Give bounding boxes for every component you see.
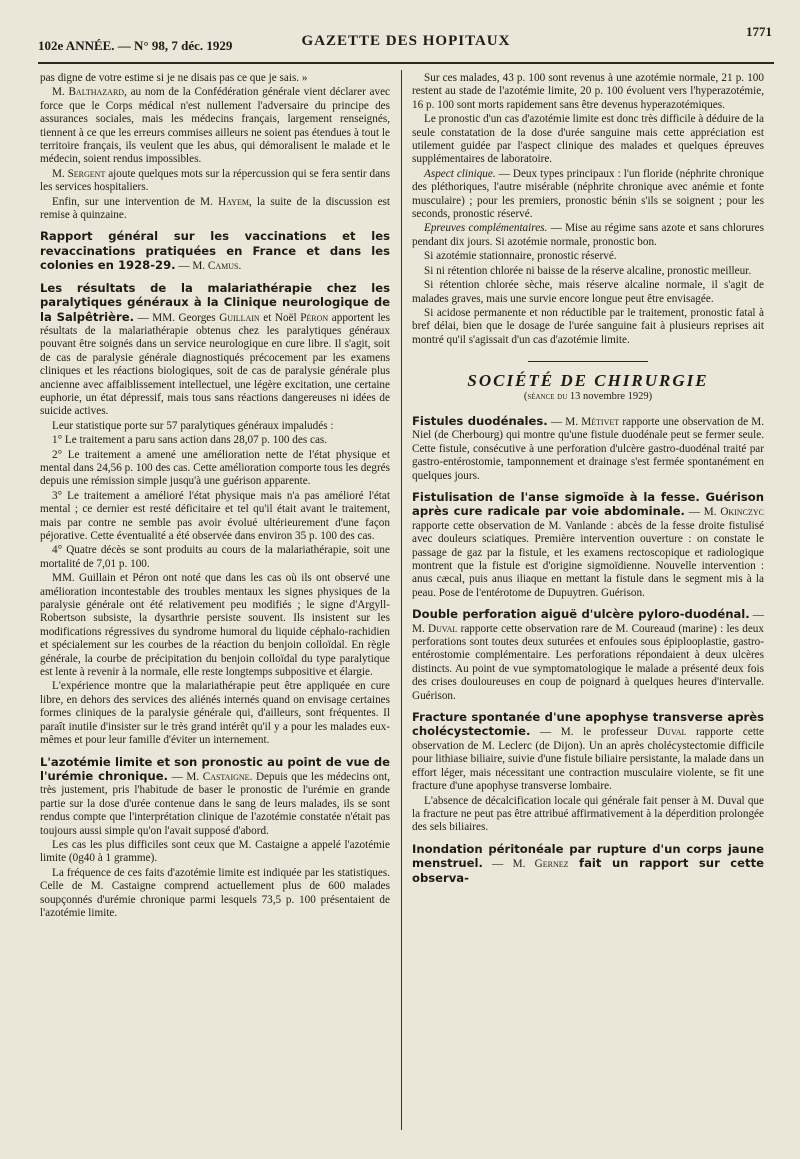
article-title: Fracture spontanée d'une apophyse transverse après cholécystectomie. (412, 710, 764, 739)
article-title: Fistulisation de l'anse sigmoïde à la fesse. Guérison après cure radicale par voie abdominale. (412, 489, 764, 519)
paragraph: Epreuves complémentaires. — Mise au régime sans azote et sans chlorures pendant dix jours. Si azotémie normale, pronostic bon. (412, 222, 764, 248)
paragraph: M. Sergent ajoute quelques mots sur la répercussion qui se fera sentir dans les services hospitaliers. (40, 167, 390, 194)
person-name: Péron (300, 311, 329, 324)
article-vaccinations: Rapport général sur les vaccinations et les revaccinations pratiquées en France et dans les colonies en 1928-29. — M. Camus. (40, 229, 390, 273)
person-name: Duval (657, 726, 687, 739)
article-title: Les résultats de la malariathérapie chez les paralytiques généraux à la Clinique neurologique de la Salpêtrière. (40, 280, 390, 324)
person-name: Duval (428, 622, 458, 635)
paragraph: Les cas les plus difficiles sont ceux que M. Castaigne a appelé l'azotémie limite (0g40 à 1 gramme). (40, 838, 390, 865)
paragraph: Aspect clinique. — Deux types principaux : l'un floride (néphrite chronique des pléthoriques, l'autre misérable (néphrite chronique avec anémie et fonte musculaire) ; pour les premiers, pronostic bénin s'ils se soignent ; pour les seconds, pronostic réservé. (412, 167, 765, 221)
person-name: Sergent (67, 167, 106, 180)
paragraph: Si ni rétention chlorée ni baisse de la réserve alcaline, pronostic meilleur. (424, 264, 752, 277)
society-heading: SOCIÉTÉ DE CHIRURGIE (467, 371, 709, 391)
person-name: Castaigne (202, 770, 250, 783)
article-title: L'azotémie limite et son pronostic au point de vue de l'urémie chronique. (40, 754, 390, 783)
paragraph: 3° Le traitement a amélioré l'état physique mais n'a pas amélioré l'état mental ; ce dernier est resté déficitaire et tel qu'il était avant le traitement, mais par contre ne semble pas avoir évolué ultérieurement d'une façon péjorative. Cette éventualité a été observée dans environ 35 p. 100 des cas. (40, 489, 390, 542)
paragraph: Le pronostic d'un cas d'azotémie limite est donc très difficile à déduire de la seule constatation de la dose d'urée sanguine mais cette appréciation est utilement guidée par l'aspect clinique des malades et quelques épreuves supplémentaires de laboratoire. (412, 113, 764, 166)
paragraph: 4° Quatre décès se sont produits au cours de la malariathérapie, soit une mortalité de 7,01 p. 100. (40, 544, 390, 570)
article-inondation-peritoneale: Inondation péritonéale par rupture d'un corps jaune menstruel. — M. Gernez fait un rapport sur cette observa- (412, 841, 764, 885)
paragraph: 2° Le traitement a amené une amélioration nette de l'état physique et mental dans 24,56 p. 100 des cas. Cette amélioration comporte tous les degrés depuis une rémission simple jusqu'à une guérison apparente. (40, 448, 390, 488)
article-fracture-spontanee: Fracture spontanée d'une apophyse transverse après cholécystectomie. — M. le professeur Duval rapporte cette observation de M. Leclerc (de Dijon). Un an après cholécystectomie difficile pour lithiase biliaire, suivie d'une fistule biliaire persistante, la malade dans un effort léger, mais nécessitant une contraction musculaire violente, se fit une fracture d'une apophyse transverse lombaire. (412, 710, 765, 793)
paragraph: La fréquence de ces faits d'azotémie limite est indiquée par les statistiques. Celle de M. Castaigne comprend actuellement plus de 600 malades soupçonnés d'urémie chronique parmi lesquels 73,5 p. 100 présentaient de l'azotémie limite. (40, 866, 390, 919)
paragraph: Si rétention chlorée sèche, mais réserve alcaline normale, il s'agit de malades graves, mais une survie encore longue peut être envisagée. (412, 279, 764, 305)
section-divider (528, 361, 648, 362)
page-number: 1771 (746, 24, 772, 39)
article-double-perforation: Double perforation aiguë d'ulcère pyloro-duodénal. — M. Duval rapporte cette observation rare de M. Coureaud (marine) : les deux perforations sont toutes deux suturées et enfouies sous épiplooplastie, gastro-entérostomie complémentaire. Les perforations répondaient à deux ulcères distincts. Au point de vue symptomatologique le malade a présenté deux fois des crises douloureuses en coup de poignard à quelques heures d'intervalle. Guérison. (412, 607, 764, 702)
person-name: Balthazard (68, 86, 125, 99)
article-anse-sigmoide: Fistulisation de l'anse sigmoïde à la fesse. Guérison après cure radicale par voie abdominale. — M. Okinczyc rapporte cette observation de M. Vanlande : abcès de la fesse droite fistulisé avec douleurs sciatiques. Première intervention ouverture : on constate le passage de gaz par la fistule, et les examens rectoscopique et radiologique montrent que la fistule est d'origine sigmoïdienne. Nouvelle intervention : anus cæcal, puis anus iliaque en mettant la fistule dans le segment mis à la peau. Pose de l'entérotome de Dupuytren. Guérison. (412, 489, 764, 599)
article-title: Inondation péritonéale par rupture d'un corps jaune menstruel. (412, 841, 764, 871)
person-name: Okinczyc (720, 506, 764, 519)
page-header (38, 22, 774, 64)
column-divider (401, 70, 402, 1130)
article-malariatherapie: Les résultats de la malariathérapie chez les paralytiques généraux à la Clinique neurologique de la Salpêtrière. — MM. Georges Guillain et Noël Péron apportent les résultats de la malariathérapie obtenus chez les paralytiques généraux pouvant être soignés dans un service neurologique en cure libre. Il s'agit, soit de cas de paralysie générale diagnostiqués précocement par les examens cliniques et les réactions biologiques, soit de cas de paralysie générale plus ancienne avec affaiblissement intellectuel, une légère excitation, une certaine euphorie, un état dépressif, mais tous sans réactions dangereuses ni idées de suicide actives. (40, 280, 390, 418)
subheading: Aspect clinique. (424, 167, 496, 180)
paragraph: Leur statistique porte sur 57 paralytiques généraux impaludés : (52, 419, 334, 432)
person-name: Gernez (534, 858, 569, 871)
paragraph: Enfin, sur une intervention de M. Hayem, la suite de la discussion est remise à quinzaine. (40, 195, 390, 222)
person-name: Camus (207, 260, 239, 273)
paragraph: Sur ces malades, 43 p. 100 sont revenus à une azotémie normale, 21 p. 100 restent au stade de l'azotémie limite, 20 p. 100 évoluent vers l'hyperazotémie, 16 p. 100 sont morts rapidement sans être devenus hyperazotémiques. (412, 72, 764, 111)
paragraph: Si azotémie stationnaire, pronostic réservé. (424, 250, 617, 263)
article-azotemie: L'azotémie limite et son pronostic au point de vue de l'urémie chronique. — M. Castaigne. Depuis que les médecins ont, très justement, pris l'habitude de baser le pronostic de l'urémie en grande partie sur la dose d'urée contenue dans le sang de leurs malades, ils se sont rendus compte que l'interprétation clinique de l'azotémie constatée n'était pas toujours aussi simple qu'on l'avait supposé d'abord. (40, 754, 390, 837)
issue-info: 102e ANNÉE. — N° 98, 7 déc. 1929 (38, 38, 233, 53)
paragraph: Si acidose permanente et non réductible par le traitement, pronostic fatal à bref délai, bien que le dosage de l'urée sanguine fait à plusieurs reprises ait montré qu'il s'agissait d'un cas d'azotémie limite. (412, 306, 764, 346)
left-column (40, 72, 390, 921)
session-date: (séance du 13 novembre 1929) (523, 390, 653, 402)
paragraph: 1° Le traitement a paru sans action dans 28,07 p. 100 des cas. (52, 434, 328, 447)
journal-title: GAZETTE DES HOPITAUX (301, 33, 511, 49)
paragraph: L'expérience montre que la malariathérapie peut être appliquée en cure libre, en dehors des services des aliénés internés quand on envisage certaines formes cliniques de la paralysie générale qui, d'ailleurs, sont fréquentes. Il paraît inutile d'insister sur le très grand intérêt qu'il y a pour les malades eux-mêmes et pour leur famille d'éviter un internement. (40, 680, 390, 747)
right-column (412, 72, 764, 887)
subheading: Epreuves complémentaires. (424, 222, 548, 235)
paragraph: M. Balthazard, au nom de la Confédération générale vient déclarer avec force que le Corps médical n'est nullement l'adversaire du principe des assurances sociales, mais les médecins français, largement renseignés, tiennent à ce que les erreurs commises ailleurs ne soient pas étendues à tout le territoire français, ils veulent que les abus, qui démoralisent le malade et le médecin, soient rendus impossibles. (40, 86, 390, 166)
person-name: Hayem (218, 195, 250, 208)
article-fistules-duodenales: Fistules duodénales. — M. Métivet rapporte une observation de M. Niel (de Cherbourg) qui montre qu'une fistule duodénale peut se fermer seule. Cette fistule, consécutive à une perforation d'ulcère gastro-duodénal traité par gastro-entérostomie, tamponnement et drainage s'est fermée spontanément en quelques jours. (412, 413, 765, 482)
person-name: Guillain (219, 311, 260, 324)
article-title: Fistules duodénales. (412, 413, 548, 428)
paragraph: pas digne de votre estime si je ne disais pas ce que je sais. » (40, 72, 308, 84)
article-title: Double perforation aiguë d'ulcère pyloro-duodénal. (412, 607, 750, 622)
paragraph: L'absence de décalcification locale qui générale fait penser à M. Duval que la fracture ne peut pas être attribué affirmativement à la déperdition prolongée des sels biliaires. (412, 794, 764, 834)
person-name: Métivet (581, 415, 620, 428)
paragraph: MM. Guillain et Péron ont noté que dans les cas où ils ont observé une amélioration incontestable des troubles mentaux les signes physiques de la paralysie générale ont été relativement peu modifiés ; le signe d'Argyll-Robertson subsiste, la dysarthrie persiste souvent. Ils insistent sur les modifications régressives du syndrome humoral du liquide céphalo-rachidien et spécialement sur les courbes de la réaction du benjoin colloïdal. En règle générale, la courbe de précipitation du benjoin colloïdal du type paralytique est lente à revenir à la normale, elle reste longtemps subpositive et élargie. (40, 572, 390, 679)
article-title: Rapport général sur les vaccinations et les revaccinations pratiquées en France et dans les colonies en 1928-29. (40, 229, 390, 273)
